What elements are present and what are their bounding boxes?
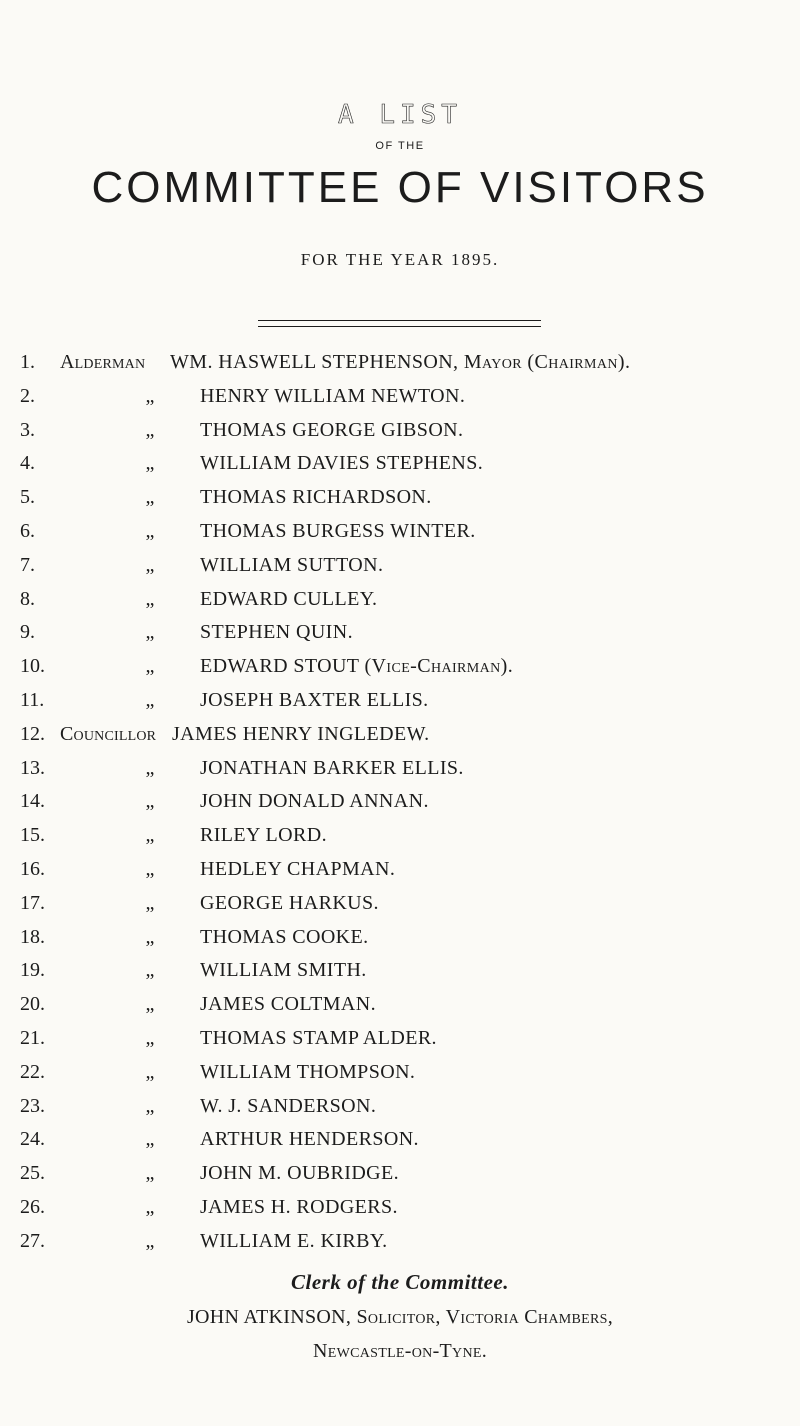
member-name xyxy=(200,852,395,886)
item-number: 13. xyxy=(20,756,45,779)
member-name xyxy=(200,582,377,616)
ditto-mark: „ xyxy=(145,891,155,914)
member-name-text: JOHN M. OUBRIDGE. xyxy=(200,1162,400,1185)
list-item xyxy=(0,514,800,548)
ditto-mark: „ xyxy=(145,553,155,576)
member-name xyxy=(200,818,327,852)
ditto-mark: „ xyxy=(145,959,155,982)
item-number: 7. xyxy=(20,553,35,576)
list-item xyxy=(0,1122,800,1156)
header-a-list: A LIST xyxy=(338,100,462,130)
ditto-mark: „ xyxy=(145,587,155,610)
member-name xyxy=(200,987,376,1021)
member-name xyxy=(200,751,464,785)
member-name-text: GEORGE HARKUS. xyxy=(200,891,379,914)
member-name xyxy=(200,1190,398,1224)
member-name xyxy=(200,446,483,480)
member-name-text: THOMAS RICHARDSON. xyxy=(200,486,432,509)
member-name xyxy=(200,514,476,548)
member-name xyxy=(200,548,383,582)
member-name xyxy=(200,784,429,818)
item-number: 4. xyxy=(20,452,35,475)
ditto-mark: „ xyxy=(145,418,155,441)
page-title: COMMITTEE OF VISITORS xyxy=(91,163,709,212)
ditto-mark: „ xyxy=(145,824,155,847)
item-number: 26. xyxy=(20,1196,45,1218)
list-item xyxy=(0,751,800,785)
clerk-name: JOHN ATKINSON, xyxy=(186,1306,352,1328)
member-name xyxy=(200,379,465,413)
member-name-text: WILLIAM DAVIES STEPHENS. xyxy=(200,452,484,475)
ditto-mark: „ xyxy=(145,1229,155,1252)
header-of-the: OF THE xyxy=(375,140,425,152)
ditto-mark: „ xyxy=(145,1027,155,1049)
list-item xyxy=(0,480,800,514)
member-name-text: WILLIAM THOMPSON. xyxy=(200,1060,416,1083)
item-number: 21. xyxy=(20,1027,45,1049)
member-name-text: EDWARD STOUT xyxy=(200,655,360,678)
item-number: 15. xyxy=(20,824,45,847)
clerk-name-line xyxy=(0,1306,800,1329)
list-item xyxy=(0,717,800,751)
member-name-text: JONATHAN BARKER ELLIS. xyxy=(200,756,464,779)
member-title: Councillor xyxy=(60,722,157,745)
list-item xyxy=(0,446,800,480)
member-name xyxy=(200,1224,388,1258)
item-number: 1. xyxy=(20,351,35,373)
list-item xyxy=(0,379,800,413)
member-name-text: STEPHEN QUIN. xyxy=(200,621,353,644)
item-number: 22. xyxy=(20,1060,45,1083)
member-name xyxy=(200,1089,376,1123)
member-name-text: RILEY LORD. xyxy=(200,824,327,847)
ditto-mark: „ xyxy=(145,384,155,407)
list-item xyxy=(0,345,800,379)
ditto-mark: „ xyxy=(145,1196,155,1218)
list-item xyxy=(0,953,800,987)
member-name xyxy=(200,615,353,649)
item-number: 5. xyxy=(20,486,35,509)
member-name xyxy=(200,683,429,717)
ditto-mark: „ xyxy=(145,520,155,542)
member-name-text: THOMAS STAMP ALDER. xyxy=(200,1027,437,1049)
member-name-text: HEDLEY CHAPMAN. xyxy=(200,858,396,880)
member-name-text: THOMAS COOKE. xyxy=(200,925,369,948)
member-name-text: ARTHUR HENDERSON. xyxy=(200,1128,419,1151)
double-rule-top xyxy=(258,320,541,321)
list-item xyxy=(0,548,800,582)
list-item xyxy=(0,886,800,920)
list-item xyxy=(0,615,800,649)
member-name-text: JAMES H. RODGERS. xyxy=(200,1196,398,1218)
list-item xyxy=(0,582,800,616)
member-name xyxy=(200,1122,419,1156)
list-item xyxy=(0,413,800,447)
member-name-text: EDWARD CULLEY. xyxy=(200,587,378,610)
list-item xyxy=(0,987,800,1021)
member-name-text: HENRY WILLIAM NEWTON. xyxy=(200,384,466,407)
list-item xyxy=(0,852,800,886)
member-name-text: W. J. SANDERSON. xyxy=(200,1094,377,1117)
ditto-mark: „ xyxy=(145,689,155,711)
list-item xyxy=(0,784,800,818)
ditto-mark: „ xyxy=(145,858,155,880)
member-name-text: JAMES COLTMAN. xyxy=(200,993,377,1016)
member-name-text: WILLIAM E. KIRBY. xyxy=(200,1229,388,1252)
member-name xyxy=(200,886,379,920)
member-name-text: WILLIAM SUTTON. xyxy=(200,553,384,576)
clerk-city: Newcastle-on-Tyne. xyxy=(312,1340,488,1362)
member-name xyxy=(200,1055,415,1089)
list-item xyxy=(0,1156,800,1190)
clerk-details: Solicitor, Victoria Chambers, xyxy=(356,1306,614,1328)
member-name xyxy=(200,649,513,683)
list-item xyxy=(0,1089,800,1123)
ditto-mark: „ xyxy=(145,790,155,813)
double-rule-bottom xyxy=(258,326,541,327)
member-name-text: WILLIAM SMITH. xyxy=(200,959,367,982)
member-name xyxy=(200,413,463,447)
clerk-heading: Clerk of the Committee. xyxy=(291,1270,509,1294)
ditto-mark: „ xyxy=(145,621,155,644)
member-name-text: JOSEPH BAXTER ELLIS. xyxy=(200,689,429,711)
member-title: Alderman xyxy=(60,351,146,373)
list-item xyxy=(0,1190,800,1224)
member-name xyxy=(200,920,369,954)
item-number: 11. xyxy=(20,689,45,711)
ditto-mark: „ xyxy=(145,655,155,678)
member-role: (Vice-Chairman). xyxy=(364,655,514,678)
item-number: 20. xyxy=(20,993,45,1016)
ditto-mark: „ xyxy=(145,452,155,475)
item-number: 6. xyxy=(20,520,35,542)
ditto-mark: „ xyxy=(145,1162,155,1185)
item-number: 8. xyxy=(20,587,35,610)
member-name-text: JAMES HENRY INGLEDEW. xyxy=(172,722,430,745)
header-year-line: FOR THE YEAR 1895. xyxy=(300,250,500,269)
member-name xyxy=(200,1021,437,1055)
member-name-text: THOMAS GEORGE GIBSON. xyxy=(200,418,464,441)
member-name-text: THOMAS BURGESS WINTER. xyxy=(200,520,476,542)
item-number: 9. xyxy=(20,621,35,644)
item-number: 16. xyxy=(20,858,45,880)
member-name-text: WM. HASWELL STEPHENSON, xyxy=(170,351,459,373)
member-name xyxy=(170,345,630,379)
ditto-mark: „ xyxy=(145,925,155,948)
ditto-mark: „ xyxy=(145,756,155,779)
item-number: 12. xyxy=(20,722,45,745)
list-item xyxy=(0,1055,800,1089)
item-number: 14. xyxy=(20,790,45,813)
list-item xyxy=(0,818,800,852)
item-number: 2. xyxy=(20,384,35,407)
item-number: 23. xyxy=(20,1094,45,1117)
ditto-mark: „ xyxy=(145,1094,155,1117)
list-item xyxy=(0,683,800,717)
member-name xyxy=(200,953,367,987)
item-number: 18. xyxy=(20,925,45,948)
ditto-mark: „ xyxy=(145,1128,155,1151)
item-number: 10. xyxy=(20,655,45,678)
list-item xyxy=(0,1224,800,1258)
item-number: 17. xyxy=(20,891,45,914)
item-number: 25. xyxy=(20,1162,45,1185)
ditto-mark: „ xyxy=(145,993,155,1016)
item-number: 24. xyxy=(20,1128,45,1151)
member-name xyxy=(172,717,429,751)
member-name xyxy=(200,1156,399,1190)
list-item xyxy=(0,920,800,954)
member-role: Mayor (Chairman). xyxy=(463,351,631,373)
member-name-text: JOHN DONALD ANNAN. xyxy=(200,790,429,813)
list-item xyxy=(0,649,800,683)
item-number: 19. xyxy=(20,959,45,982)
list-item xyxy=(0,1021,800,1055)
item-number: 3. xyxy=(20,418,35,441)
member-name xyxy=(200,480,432,514)
ditto-mark: „ xyxy=(145,486,155,509)
item-number: 27. xyxy=(20,1229,45,1252)
ditto-mark: „ xyxy=(145,1060,155,1083)
